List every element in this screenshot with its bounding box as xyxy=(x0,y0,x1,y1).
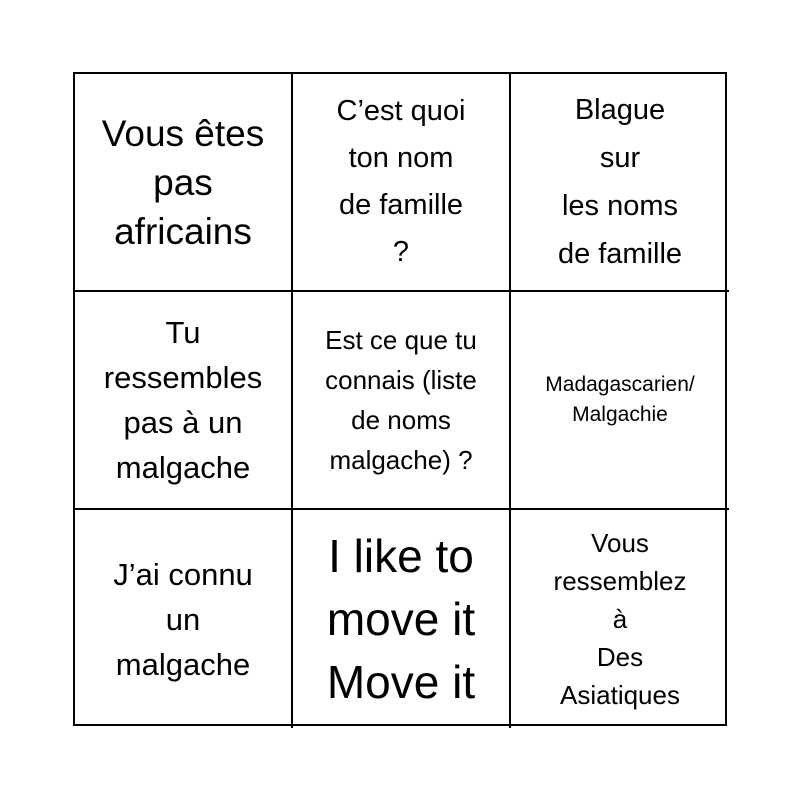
bingo-cell-text: Blague sur les noms de famille xyxy=(557,94,683,270)
bingo-cell-text: Vous êtes pas africains xyxy=(101,112,265,252)
bingo-cell-3[interactable] xyxy=(511,74,729,292)
bingo-cell-text: J’ai connu un malgache xyxy=(113,556,253,682)
bingo-cell-8[interactable] xyxy=(293,510,511,728)
bingo-cell-6[interactable] xyxy=(511,292,729,510)
bingo-cell-text: Est ce que tu connais (liste de noms malgache) ? xyxy=(325,325,477,475)
bingo-cell-5[interactable] xyxy=(293,292,511,510)
bingo-cell-text: Madagascarien/ Malgachie xyxy=(545,373,695,426)
bingo-cell-text: Tu ressembles pas à un malgache xyxy=(103,315,263,485)
bingo-board xyxy=(73,72,727,726)
bingo-cell-1[interactable] xyxy=(75,74,293,292)
bingo-cell-text: I like to move it Move it xyxy=(326,529,476,708)
bingo-cell-7[interactable] xyxy=(75,510,293,728)
bingo-cell-text: Vous ressemblez à Des Asiatiques xyxy=(553,528,687,710)
bingo-cell-2[interactable] xyxy=(293,74,511,292)
bingo-cell-9[interactable] xyxy=(511,510,729,728)
bingo-cell-text: C’est quoi ton nom de famille ? xyxy=(336,95,466,268)
bingo-cell-4[interactable] xyxy=(75,292,293,510)
